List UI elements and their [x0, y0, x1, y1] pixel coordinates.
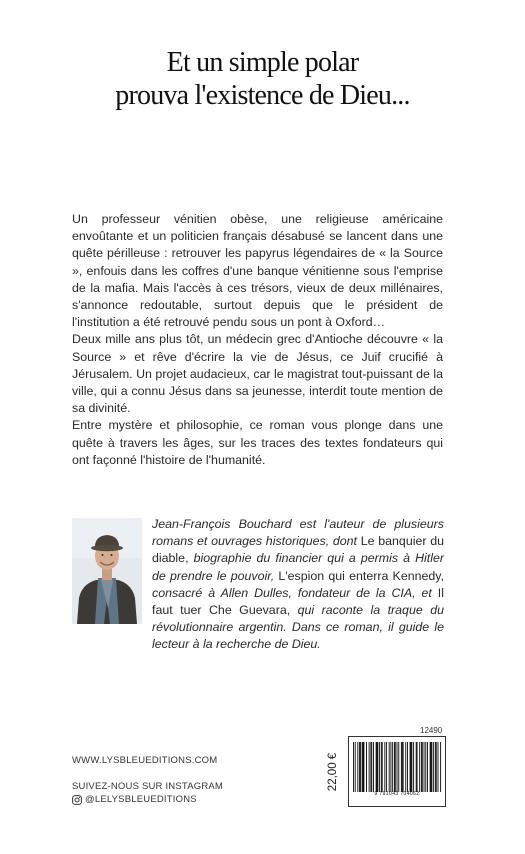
barcode-bar — [363, 742, 364, 792]
bio-text-1: Jean-François Bouchard est l'auteur de plusieurs romans et ouvrages historiques, dont — [152, 517, 444, 549]
barcode-bar — [370, 742, 371, 792]
barcode-bar — [403, 742, 404, 792]
barcode-bar — [435, 742, 436, 792]
barcode-bar — [417, 742, 418, 792]
barcode-bar — [438, 742, 439, 792]
barcode-bar — [389, 742, 390, 792]
barcode-bar — [395, 742, 396, 792]
barcode-bar — [410, 742, 411, 792]
barcode-bar — [381, 742, 382, 792]
barcode-bar — [384, 742, 385, 792]
barcode-bar — [377, 742, 378, 792]
bio-book-title-2: L'espion qui enterra Kennedy, — [278, 568, 444, 583]
barcode-bar — [422, 742, 423, 792]
barcode-bar — [405, 742, 406, 792]
barcode-bar — [363, 742, 364, 792]
barcode-bar — [425, 742, 426, 792]
publisher-website[interactable]: WWW.LYSBLEUEDITIONS.COM — [72, 755, 218, 766]
instagram-prompt: SUIVEZ-NOUS SUR INSTAGRAM — [72, 781, 224, 792]
author-bio — [152, 516, 444, 654]
book-title — [0, 46, 525, 112]
barcode-bar — [390, 742, 391, 792]
barcode-bar — [431, 742, 432, 792]
synopsis-paragraph-3: Entre mystère et philosophie, ce roman vous plonge dans une quête à travers les âges, sur les traces des textes fondateurs qui ont façonné l'histoire de l'humanité. — [72, 418, 443, 467]
barcode-bar — [369, 742, 370, 792]
barcode-bar — [427, 742, 428, 792]
title-line-2: prouva l'existence de Dieu... — [115, 80, 410, 111]
barcode-bar — [398, 742, 399, 792]
barcode-bar — [430, 742, 431, 792]
barcode-bar — [424, 742, 425, 792]
barcode-bar — [359, 742, 360, 792]
barcode-bar — [416, 742, 417, 792]
synopsis-paragraph-2: Deux mille ans plus tôt, un médecin grec d'Antioche découvre « la Source » et rêve d'écrire la vie de Jésus, ce Juif crucifié à Jérusalem. Un projet audacieux, car le magistrat tout-puissant de la ville, qui a connu Jésus dans sa jeunesse, interdit toute mention de sa divinité. — [72, 332, 443, 416]
barcode-bar — [377, 742, 378, 792]
barcode-bar — [419, 742, 420, 792]
barcode-bar — [394, 742, 395, 792]
title-line-1: Et un simple polar — [166, 47, 359, 78]
barcode-bar — [373, 742, 374, 792]
barcode-bar — [366, 742, 367, 792]
instagram-icon — [72, 795, 82, 805]
barcode-bar — [431, 742, 432, 792]
bio-book-title-1: Le banquier du diable, — [152, 534, 444, 566]
price-label — [322, 744, 344, 799]
synopsis-paragraph-1: Un professeur vénitien obèse, une religieuse américaine envoûtante et un politicien français désabusé se lancent dans une quête périlleuse : retrouver les papyrus légendaires de « la Source », enfouis dans les coffres d'une banque vénitienne sous l'emprise de la mafia. Mais l'accès à ces trésors, vieux de deux millénaires, s'annonce redoutable, surtout depuis que le président de l'institution a été retrouvé pendu sous un pont à Oxford… — [72, 212, 443, 330]
barcode-bar — [386, 742, 387, 792]
barcode-bar — [411, 742, 412, 792]
instagram-handle-row[interactable] — [72, 794, 197, 805]
bio-text-2: biographie du financier qui a permis à Hitler de prendre le pouvoir, — [152, 551, 444, 583]
barcode-bar — [357, 742, 358, 792]
barcode-bar — [436, 742, 437, 792]
product-code: 12490 — [420, 726, 443, 735]
barcode-bar — [371, 742, 372, 792]
bio-text-4: qui raconte la traque du révolutionnaire argentin. Dans ce roman, il guide le lecteur à la recherche de Dieu. — [152, 603, 444, 652]
barcode-bar — [421, 742, 422, 792]
barcode-bar — [413, 742, 414, 792]
bio-book-title-3: Il faut tuer Che Guevara, — [152, 585, 444, 618]
author-portrait-image — [72, 518, 142, 624]
barcode-bar — [440, 742, 441, 792]
barcode-bar — [353, 742, 354, 792]
barcode-bar — [362, 742, 363, 792]
instagram-handle: @LELYSBLEUEDITIONS — [85, 794, 197, 805]
barcode-bar — [401, 742, 402, 792]
synopsis — [72, 211, 443, 469]
barcode-bar — [411, 742, 412, 792]
price-value: 22,00 € — [327, 752, 339, 791]
bio-text-3: consacré à Allen Dulles, fondateur de la CIA, et — [152, 585, 432, 600]
isbn-number: 9 791043 704062 — [374, 791, 420, 797]
barcode-bar — [407, 742, 408, 792]
barcode-bar — [402, 742, 403, 792]
barcode-bar — [397, 742, 398, 792]
barcode-bar — [376, 742, 377, 792]
barcode-bar — [355, 742, 356, 792]
barcode-bar — [392, 742, 393, 792]
barcode-bar — [379, 742, 380, 792]
barcode-bar — [433, 742, 434, 792]
author-photo — [72, 518, 142, 624]
barcode-bar — [360, 742, 361, 792]
barcode-bar — [382, 742, 383, 792]
